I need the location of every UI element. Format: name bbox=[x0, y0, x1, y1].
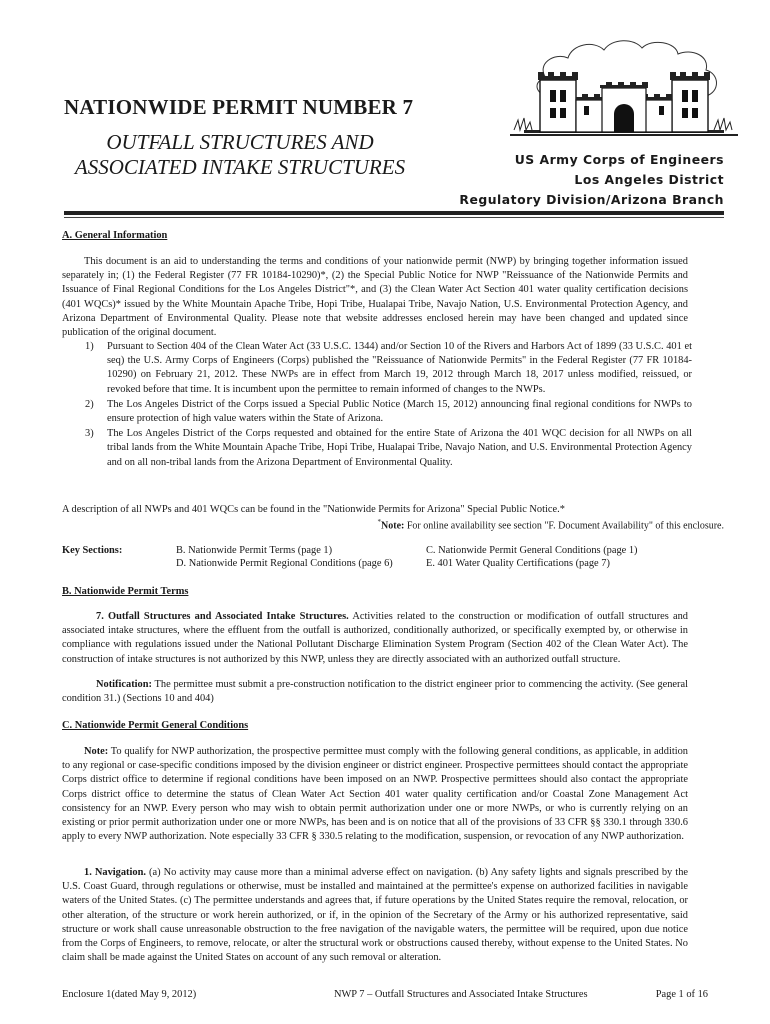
list-item-number: 1) bbox=[85, 341, 94, 352]
note-label: Note: bbox=[381, 520, 405, 532]
section-c-heading: C. Nationwide Permit General Conditions bbox=[62, 720, 249, 731]
list-item bbox=[62, 340, 692, 397]
subtitle-line1: OUTFALL STRUCTURES AND bbox=[106, 130, 374, 154]
key-section-c[interactable]: C. Nationwide Permit General Conditions (page 1) bbox=[426, 545, 638, 556]
note-asterisk: * bbox=[377, 518, 382, 526]
nwp-description: A description of all NWPs and 401 WQCs can be found in the "Nationwide Permits for Arizona" Special Public Notice.* bbox=[62, 504, 565, 515]
subtitle-line2: ASSOCIATED INTAKE STRUCTURES bbox=[74, 155, 406, 179]
list-item-text: Pursuant to Section 404 of the Clean Water Act (33 U.S.C. 1344) and/or Section 10 of the Rivers and Harbors Act of 1899 (33 U.S.C. 401 et seq) the U.S. Army Corps of Engineers (Corps) published the "Reissuance of Nationwide Permits" in the Federal Register (77 FR 10184-10290) on February 21, 2012. These NWPs are in effect from March 19, 2012 through March 18, 2017 unless modified, reissued, or revoked before that time. It is incumbent upon the permittee to remain informed of changes to the NWPs. bbox=[107, 341, 692, 395]
permit-term-title: 7. Outfall Structures and Associated Intake Structures. bbox=[96, 611, 349, 622]
navigation-condition bbox=[62, 866, 688, 965]
section-b-heading: B. Nationwide Permit Terms bbox=[62, 586, 189, 597]
section-a-intro: This document is an aid to understanding the terms and conditions of your nationwide permit (NWP) by bringing together information issued separately in; (1) the Federal Register (77 FR 10184-10290)*, (2) the Special Public Notice for NWP "Reissuance of the Nationwide Permits and Issuance of Final Regional Conditions for the Los Angeles District"*, and (3) the Clean Water Act Section 401 water quality certification decisions (401 WQCs)* issued by the White Mountain Apache Tribe, Hopi Tribe, Hualapai Tribe, Navajo Nation, U.S. Environmental Protection Agency, and Arizona Department of Environmental Quality. Please note that website addresses enclosed herein may have been changed and updated since publication of the original document. bbox=[62, 256, 688, 339]
gc-note-text: To qualify for NWP authorization, the prospective permittee must comply with the following general conditions, as applicable, in addition to any regional or case-specific conditions imposed by the division engineer or district engineer. Prospective permittees should contact the appropriate Corps district office to determine if regional conditions have been imposed on an NWP. Prospective permittees should also contact the appropriate Corps district office to determine the status of Clean Water Act Section 401 water quality certification and/or Coastal Zone Management Act consistency for an NWP. Every person who may wish to obtain permit authorization under one or more NWPs, or who is currently relying on an existing or prior permit authorization under one or more NWPs, has been and is on notice that all of the provisions of 33 CFR §§ 330.1 through 330.6 apply to every NWP authorization. Note especially 33 CFR § 330.5 relating to the modification, suspension, or revocation of any NWP authorization. bbox=[62, 746, 688, 843]
page-title: NATIONWIDE PERMIT NUMBER 7 bbox=[64, 95, 414, 119]
navigation-text: (a) No activity may cause more than a minimal adverse effect on navigation. (b) Any safety lights and signals prescribed by the U.S. Coast Guard, through regulations or otherwise, must be installed and maintained at the permittee's expense on authorized facilities in navigable waters of the United States. (c) The permittee understands and agrees that, if future operations by the United States require the removal, relocation, or other alteration, of the structure or work herein authorized, or if, in the opinion of the Secretary of the Army or his authorized representative, said structure or work shall cause unreasonable obstruction to the free navigation of the navigable waters, the permittee will be required, upon due notice from the Corps of Engineers, to remove, relocate, or alter the structural work or obstructions caused thereby, without expense to the United States. No claim shall be made against the United States on account of any such removal or alteration. bbox=[62, 867, 689, 964]
list-item-text: The Los Angeles District of the Corps issued a Special Public Notice (March 15, 2012) announcing final regional conditions for NWPs to ensure protection of high value waters within the State of Arizona. bbox=[107, 398, 692, 425]
corps-castle-logo bbox=[506, 34, 742, 152]
notification-label: Notification: bbox=[96, 679, 152, 690]
list-item-text: The Los Angeles District of the Corps requested and obtained for the entire State of Arizona the 401 WQC decision for all NWPs on all tribal lands from the White Mountain Apache Tribe, Hopi Tribe, Hualapai Tribe, Navajo Nation, and U.S. Environmental Protection Agency and on all non-tribal lands from the Arizona Department of Environmental Quality. bbox=[107, 428, 692, 468]
navigation-label: 1. Navigation. bbox=[84, 867, 146, 878]
note-text: For online availability see section "F. Document Availability" of this enclosure. bbox=[404, 520, 724, 532]
notification-paragraph bbox=[62, 678, 688, 706]
key-section-b[interactable]: B. Nationwide Permit Terms (page 1) bbox=[176, 545, 333, 556]
org-line3: Regulatory Division/Arizona Branch bbox=[459, 192, 724, 207]
footer-document-title: NWP 7 – Outfall Structures and Associated Intake Structures bbox=[334, 989, 588, 1000]
header-divider-thick bbox=[64, 211, 724, 215]
permit-subtitle bbox=[60, 130, 420, 180]
general-conditions-note bbox=[62, 745, 688, 844]
organization-block bbox=[459, 150, 724, 210]
section-a-heading: A. General Information bbox=[62, 230, 168, 241]
header-divider-thin bbox=[64, 217, 724, 218]
key-sections-label: Key Sections: bbox=[62, 545, 123, 556]
footer-page-number: Page 1 of 16 bbox=[655, 989, 708, 1000]
list-item bbox=[62, 398, 692, 426]
section-a-list bbox=[62, 340, 692, 471]
notification-text: The permittee must submit a pre-construction notification to the district engineer prior to commencing the activity. (See general condition 31.) (Sections 10 and 404) bbox=[62, 679, 688, 705]
permit-term-text: Activities related to the construction or modification of outfall structures and associated intake structures, where the effluent from the outfall is authorized, conditionally authorized, or specifically exempted by, or otherwise in compliance with regulations issued under the National Pollutant Discharge Elimination System Program (Section 402 of the Clean Water Act). The construction of intake structures is not authorized by this NWP, unless they are directly associated with an authorized outfall structure. bbox=[62, 611, 689, 665]
list-item-number: 3) bbox=[85, 428, 94, 440]
permit-term-paragraph bbox=[62, 610, 688, 667]
org-line2: Los Angeles District bbox=[574, 172, 724, 187]
list-item bbox=[62, 427, 692, 470]
gc-note-label: Note: bbox=[84, 746, 109, 757]
footer-enclosure: Enclosure 1(dated May 9, 2012) bbox=[62, 989, 197, 1000]
org-line1: US Army Corps of Engineers bbox=[514, 152, 724, 167]
key-section-d[interactable]: D. Nationwide Permit Regional Conditions (page 6) bbox=[176, 558, 393, 569]
key-section-e[interactable]: E. 401 Water Quality Certifications (page 7) bbox=[426, 558, 610, 569]
availability-note bbox=[378, 516, 724, 532]
list-item-number: 2) bbox=[85, 398, 94, 410]
